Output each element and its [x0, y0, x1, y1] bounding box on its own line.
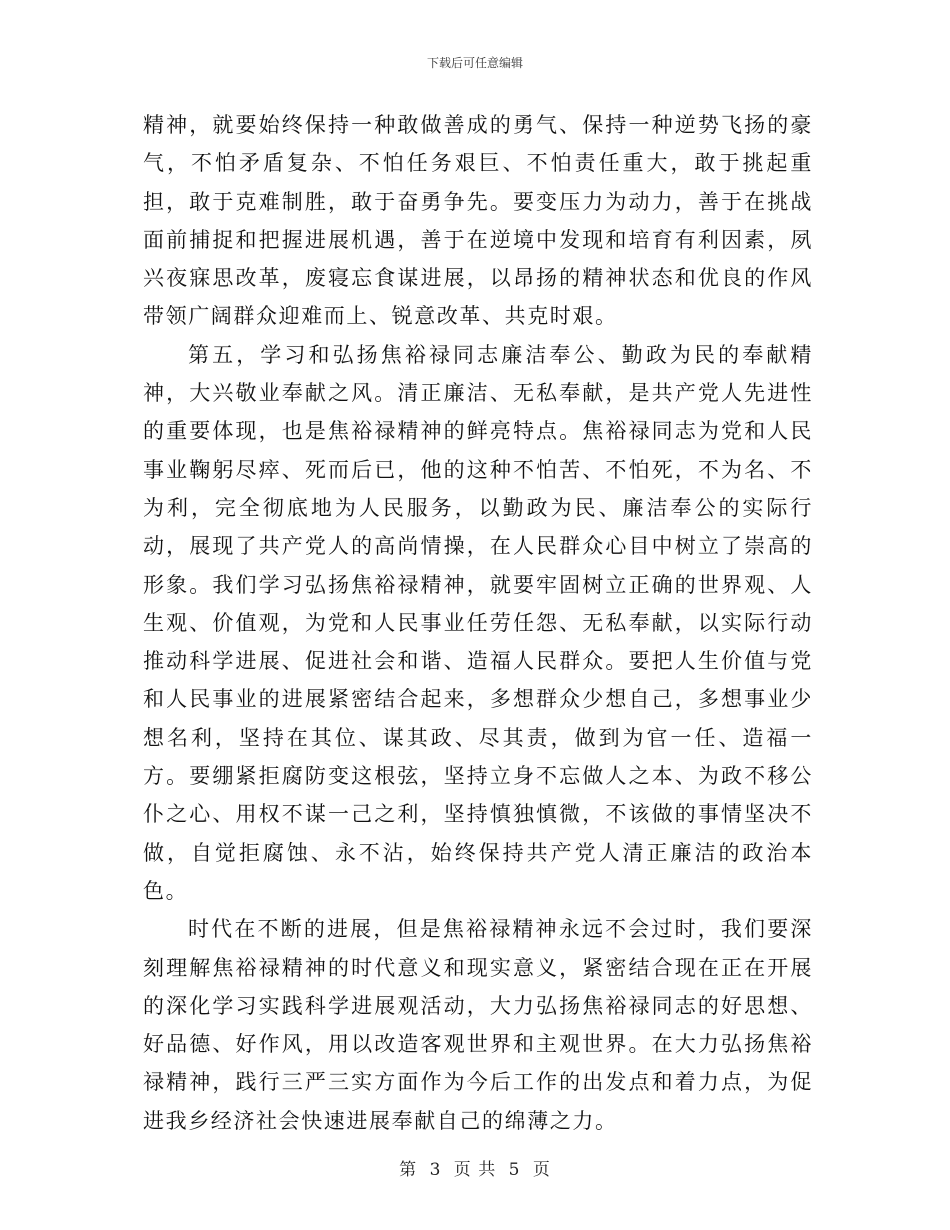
footer-suffix: 页 — [532, 1160, 551, 1180]
footer-prefix: 第 — [399, 1160, 418, 1180]
document-body — [143, 106, 813, 1140]
page-header: 下载后可任意编辑 — [426, 56, 523, 70]
current-page-number: 3 — [429, 1160, 442, 1180]
footer-middle: 页 共 — [453, 1160, 497, 1180]
paragraph-3: 时代在不断的进展，但是焦裕禄精神永远不会过时，我们要深刻理解焦裕禄精神的时代意义和现实意义，紧密结合现在正在开展的深化学习实践科学进展观活动，大力弘扬焦裕禄同志的好思想、好品德、好作风，用以改造客观世界和主观世界。在大力弘扬焦裕禄精神，践行三严三实方面作为今后工作的出发点和着力点，为促进我乡经济社会快速进展奉献自己的绵薄之力。 — [143, 917, 813, 1133]
page-footer — [0, 1155, 950, 1180]
paragraph-1: 精神，就要始终保持一种敢做善成的勇气、保持一种逆势飞扬的豪气，不怕矛盾复杂、不怕任务艰巨、不怕责任重大，敢于挑起重担，敢于克难制胜，敢于奋勇争先。要变压力为动力，善于在挑战面前捕捉和把握进展机遇，善于在逆境中发现和培育有利因素，夙兴夜寐思改革，废寝忘食谋进展，以昂扬的精神状态和优良的作风带领广阔群众迎难而上、锐意改革、共克时艰。 — [143, 113, 813, 329]
paragraph-2: 第五，学习和弘扬焦裕禄同志廉洁奉公、勤政为民的奉献精神，大兴敬业奉献之风。清正廉洁、无私奉献，是共产党人先进性的重要体现，也是焦裕禄精神的鲜亮特点。焦裕禄同志为党和人民事业鞠躬尽瘁、死而后已，他的这种不怕苦、不怕死，不为名、不为利，完全彻底地为人民服务，以勤政为民、廉洁奉公的实际行动，展现了共产党人的高尚情操，在人民群众心目中树立了崇高的形象。我们学习弘扬焦裕禄精神，就要牢固树立正确的世界观、人生观、价值观，为党和人民事业任劳任怨、无私奉献，以实际行动推动科学进展、促进社会和谐、造福人民群众。要把人生价值与党和人民事业的进展紧密结合起来，多想群众少想自己，多想事业少想名利，坚持在其位、谋其政、尽其责，做到为官一任、造福一方。要绷紧拒腐防变这根弦，坚持立身不忘做人之本、为政不移公仆之心、用权不谋一己之利，坚持慎独慎微，不该做的事情坚决不做，自觉拒腐蚀、永不沾，始终保持共产党人清正廉洁的政治本色。 — [143, 342, 813, 903]
total-page-count: 5 — [508, 1160, 521, 1180]
